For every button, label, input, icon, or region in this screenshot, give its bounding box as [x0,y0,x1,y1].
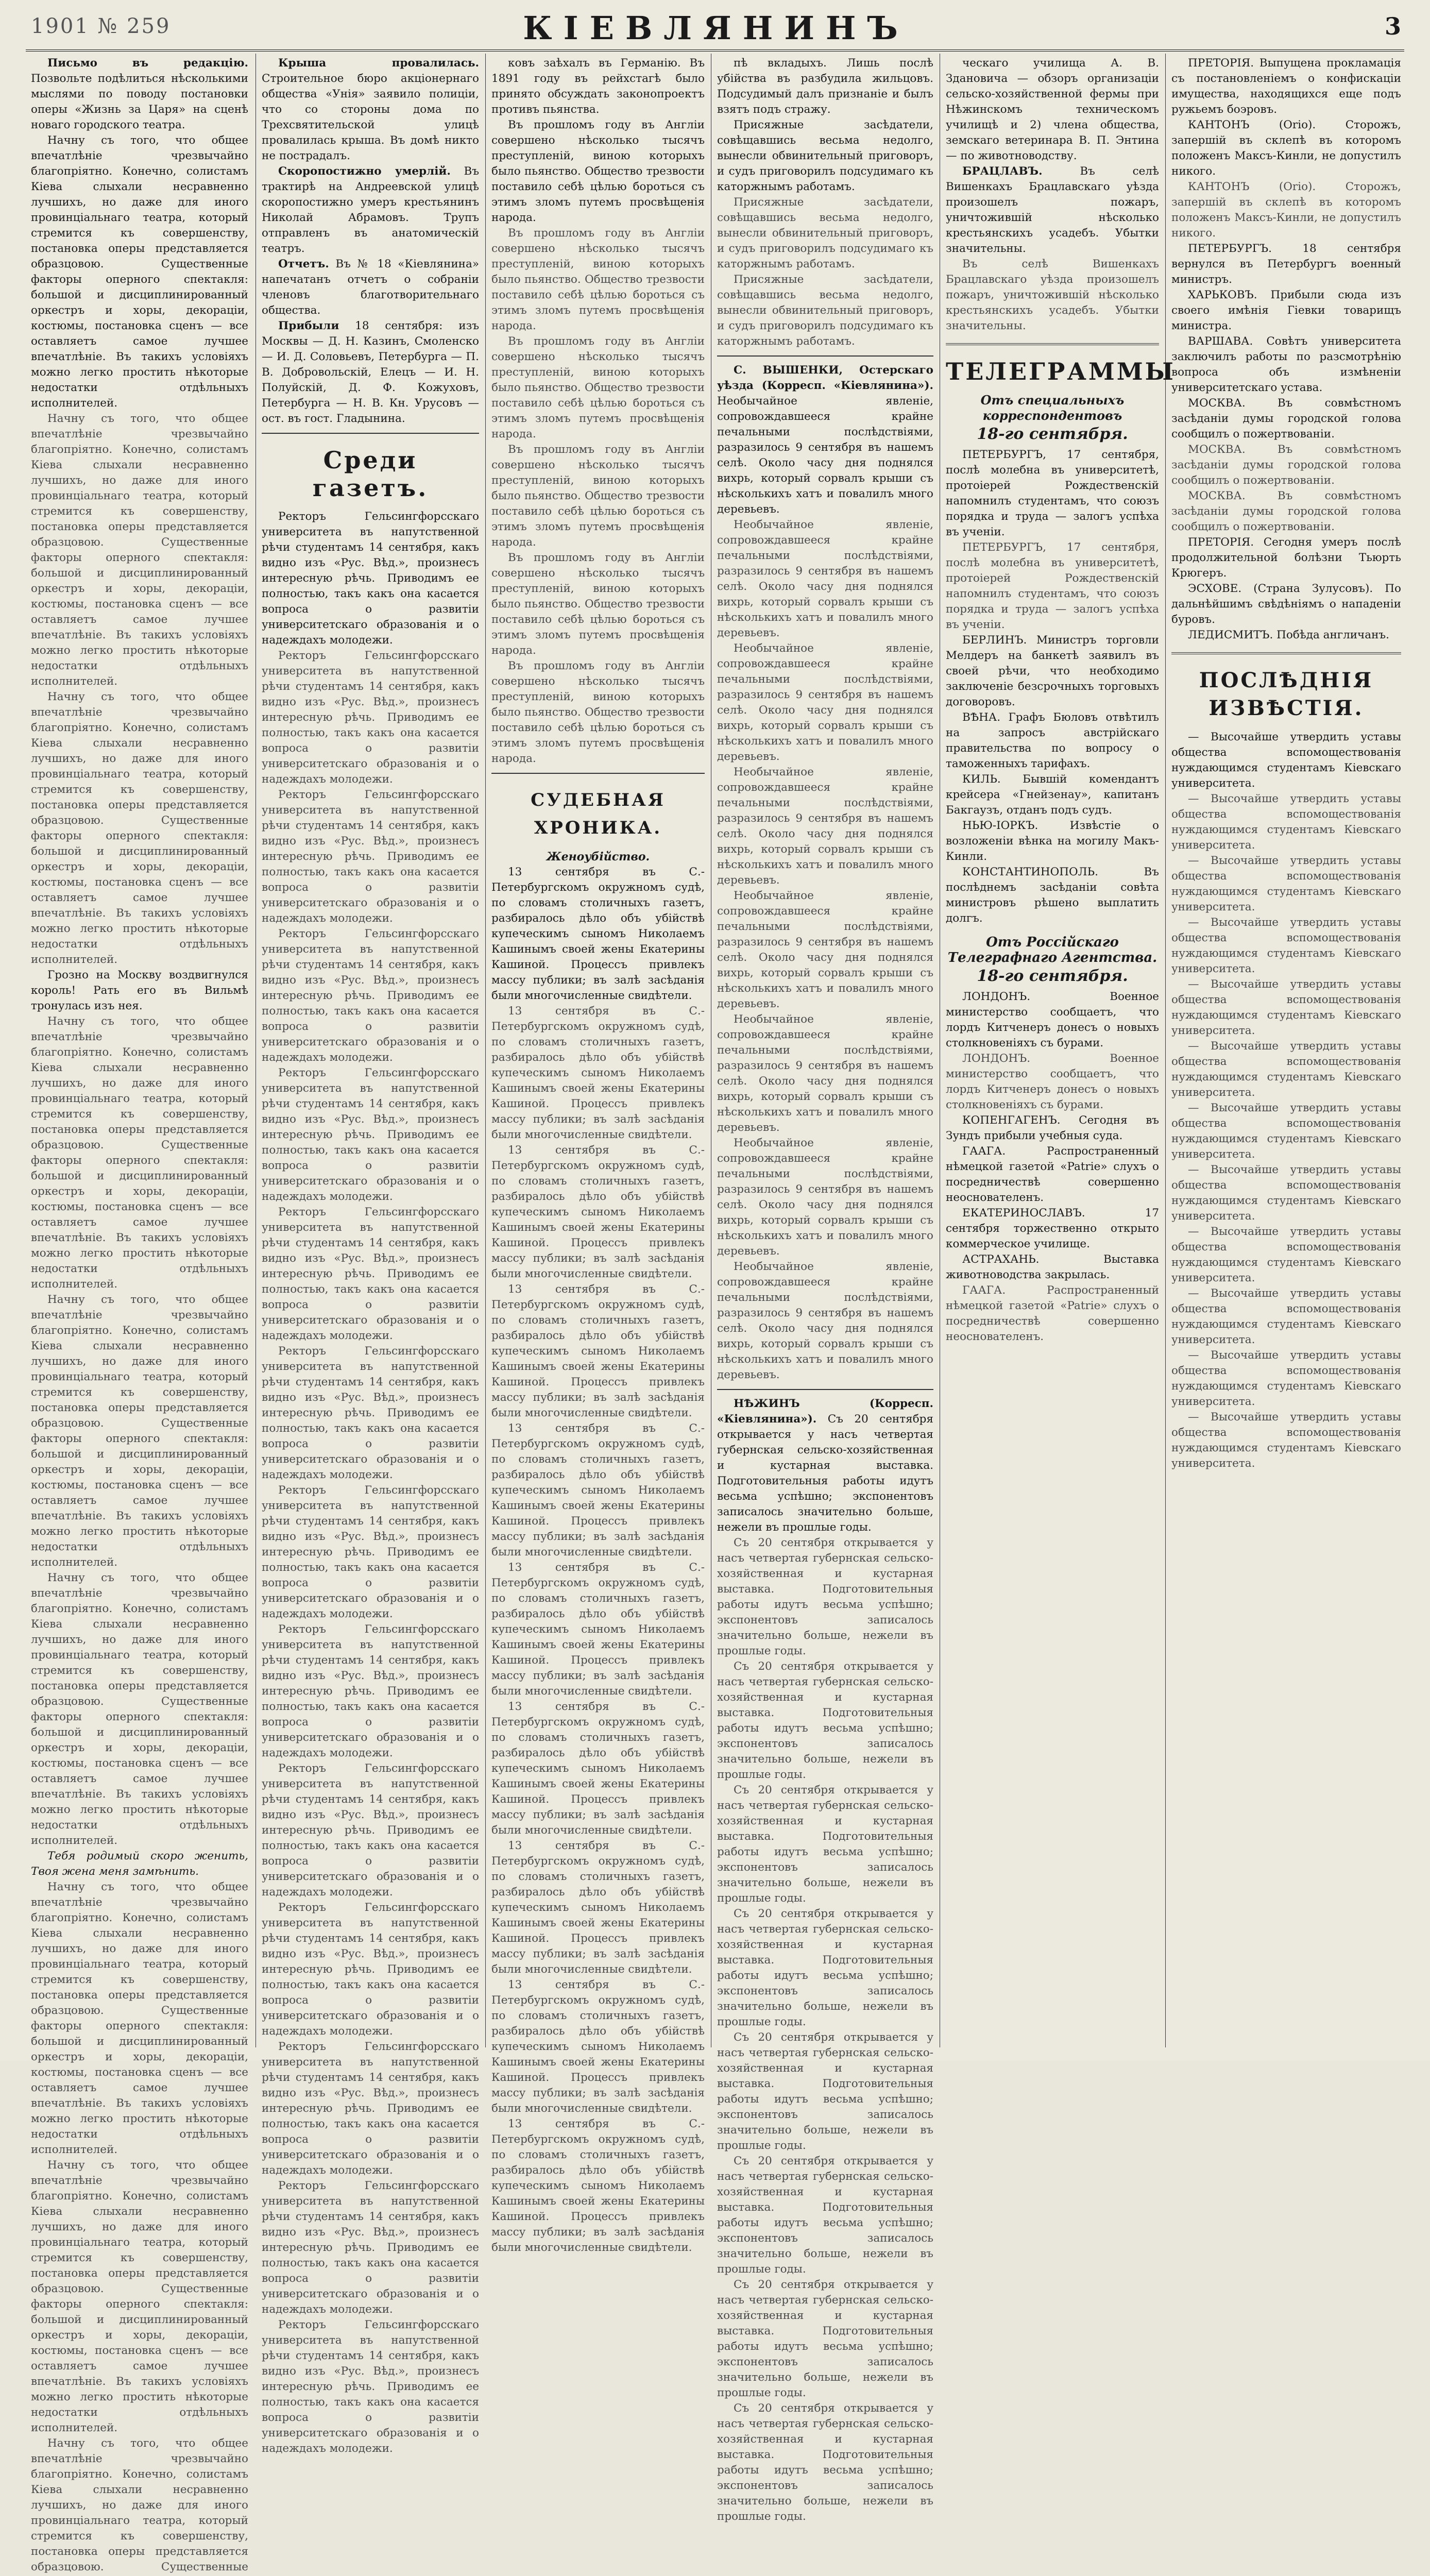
correspondence-text: Съ 20 сентября открывается у насъ четвертая губернская сельско-хозяйственная и кустарная выставка. Подготовительныя работы идутъ весьма успѣшно; экспонентовъ записалось значительно больше, нежели въ прошлые годы. [717,1413,933,1534]
telegram: КОНСТАНТИНОПОЛЬ. Въ послѣднемъ засѣданіи совѣта министровъ рѣшено выплатить долгъ. [946,866,1159,925]
telegram: КИЛЬ. Бывшій комендантъ крейсера «Гнейзенау», капитанъ Бакгаузъ, отданъ подъ судъ. [946,773,1159,817]
article-body: Начну съ того, что общее впечатлѣніе чрезвычайно благопріятно. Конечно, солистамъ Кіева слыхали несравненно лучшихъ, но даже для иного провинціальнаго театра, который стремится къ совершенству, постановка оперы представляется образцовою. Существенные факторы оперного спектакля: большой и дисциплинированный оркестръ и хоры, декораціи, костюмы, постановка сценъ — все оставляетъ самое лучшее впечатлѣніе. Въ такихъ условіяхъ можно легко простить нѣкоторые недостатки отдѣльныхъ исполнителей. [31,2159,248,2434]
correspondence: Необычайное явленіе, сопровождавшееся крайне печальными послѣдствіями, разразилось 9 сентября въ нашемъ селѣ. Около часу дня поднялся вихрь, который сорвалъ крыши съ нѣсколькихъ хатъ и повалилъ много деревьевъ. [717,642,933,763]
article-body: Ректоръ Гельсингфорсскаго университета въ напутственной рѣчи студентамъ 14 сентября, какъ видно изъ «Рус. Вѣд.», произнесъ интересную рѣчь. Приводимъ ее полностью, такъ какъ она касается вопроса о развитіи университетскаго образованія и о надеждахъ молодежи. [262,2318,479,2455]
telegram: ГААГА. Распространенный нѣмецкой газетой «Patrie» слухъ о посредничествѣ совершенно неоснователенъ. [946,1145,1159,1204]
correspondence-title: БРАЦЛАВЪ. [962,165,1043,178]
column-divider [1165,54,1166,2047]
correspondence: Съ 20 сентября открывается у насъ четвертая губернская сельско-хозяйственная и кустарная выставка. Подготовительныя работы идутъ весьма успѣшно; экспонентовъ записалось значительно больше, нежели въ прошлые годы. [717,2031,933,2152]
court-report: 13 сентября въ С.-Петербургскомъ окружномъ судѣ, по словамъ столичныхъ газетъ, разбиралось дѣло объ убійствѣ купеческимъ сыномъ Николаемъ Кашинымъ своей жены Екатерины Кашиной. Процессъ привлекъ массу публики; въ залѣ засѣданія были многочисленные свидѣтели. [491,1839,705,1976]
section-heading: СУДЕБНАЯ ХРОНИКА. [531,790,666,838]
column-3 [491,56,705,2254]
article-body: Ректоръ Гельсингфорсскаго университета въ напутственной рѣчи студентамъ 14 сентября, какъ видно изъ «Рус. Вѣд.», произнесъ интересную рѣчь. Приводимъ ее полностью, такъ какъ она касается вопроса о развитіи университетскаго образованія и о надеждахъ молодежи. [262,1484,479,1620]
news-brief [262,318,479,427]
telegram: КАНТОНЪ (Оrio). Сторожъ, запершій въ склепѣ въ которомъ положенъ Максъ-Кинли, не допустилъ никого. [1171,118,1401,178]
court-report: 13 сентября въ С.-Петербургскомъ окружномъ судѣ, по словамъ столичныхъ газетъ, разбиралось дѣло объ убійствѣ купеческимъ сыномъ Николаемъ Кашинымъ своей жены Екатерины Кашиной. Процессъ привлекъ массу публики; въ залѣ засѣданія были многочисленные свидѣтели. [491,1005,705,1141]
article-body: Начну съ того, что общее впечатлѣніе чрезвычайно благопріятно. Конечно, солистамъ Кіева слыхали несравненно лучшихъ, но даже для иного провинціальнаго театра, который стремится къ совершенству, постановка оперы представляется образцовою. Существенные факторы оперного спектакля: большой и дисциплинированный оркестръ и хоры, декораціи, костюмы, постановка сценъ — все оставляетъ самое лучшее впечатлѣніе. Въ такихъ условіяхъ можно легко простить нѣкоторые недостатки отдѣльныхъ исполнителей. [31,1880,248,2156]
article-body: Ректоръ Гельсингфорсскаго университета въ напутственной рѣчи студентамъ 14 сентября, какъ видно изъ «Рус. Вѣд.», произнесъ интересную рѣчь. Приводимъ ее полностью, такъ какъ она касается вопроса о развитіи университетскаго образованія и о надеждахъ молодежи. [262,2179,479,2316]
article-body: Ректоръ Гельсингфорсскаго университета въ напутственной рѣчи студентамъ 14 сентября, какъ видно изъ «Рус. Вѣд.», произнесъ интересную рѣчь. Приводимъ ее полностью, такъ какъ она касается вопроса о развитіи университетскаго образованія и о надеждахъ молодежи. [262,1623,479,1759]
brief-title: Скоропостижно умерлій. [278,165,451,178]
quote: Грозно на Москву воздвигнулся король! Рать его въ Вильмѣ тронулась изъ нея. [31,969,248,1012]
telegram: МОСКВА. Въ совмѣстномъ засѣданіи думы городской голова сообщилъ о пожертвованіи. [1171,397,1401,440]
court-report: 13 сентября въ С.-Петербургскомъ окружномъ судѣ, по словамъ столичныхъ газетъ, разбиралось дѣло объ убійствѣ купеческимъ сыномъ Николаемъ Кашинымъ своей жены Екатерины Кашиной. Процессъ привлекъ массу публики; въ залѣ засѣданія были многочисленные свидѣтели. [491,1700,705,1837]
article-body: Въ прошломъ году въ Англіи совершено нѣсколько тысячъ преступленій, виною которыхъ было пьянство. Общество трезвости поставило себѣ цѣлью бороться съ этимъ зломъ путемъ просвѣщенія народа. [491,118,705,224]
article-body: Ректоръ Гельсингфорсскаго университета въ напутственной рѣчи студентамъ 14 сентября, какъ видно изъ «Рус. Вѣд.», произнесъ интересную рѣчь. Приводимъ ее полностью, такъ какъ она касается вопроса о развитіи университетскаго образованія и о надеждахъ молодежи. [262,1345,479,1481]
court-report: 13 сентября въ С.-Петербургскомъ окружномъ судѣ, по словамъ столичныхъ газетъ, разбиралось дѣло объ убійствѣ купеческимъ сыномъ Николаемъ Кашинымъ своей жены Екатерины Кашиной. Процессъ привлекъ массу публики; въ залѣ засѣданія были многочисленные свидѣтели. [491,1561,705,1698]
correspondence: Необычайное явленіе, сопровождавшееся крайне печальными послѣдствіями, разразилось 9 сентября въ нашемъ селѣ. Около часу дня поднялся вихрь, который сорвалъ крыши съ нѣсколькихъ хатъ и повалилъ много деревьевъ. [717,518,933,639]
brief-title: Прибыли [278,319,339,332]
masthead-rule [26,49,1404,52]
article-body: Присяжные засѣдатели, совѣщавшись весьма недолго, вынесли обвинительный приговоръ, и судъ приговорилъ подсудимаго къ каторжнымъ работамъ. [717,273,933,348]
section-rule [946,343,1159,345]
correspondence-text: Необычайное явленіе, сопровождавшееся крайне печальными послѣдствіями, разразилось 9 сентября въ нашемъ селѣ. Около часу дня поднялся вихрь, который сорвалъ крыши съ нѣсколькихъ хатъ и повалилъ много деревьевъ. [717,395,933,516]
correspondence: Съ 20 сентября открывается у насъ четвертая губернская сельско-хозяйственная и кустарная выставка. Подготовительныя работы идутъ весьма успѣшно; экспонентовъ записалось значительно больше, нежели въ прошлые годы. [717,2402,933,2523]
news-item: — Высочайше утвердить уставы общества вспомоществованія нуждающимся студентамъ Кіевскаго университета. [1171,854,1401,913]
article-body: Ректоръ Гельсингфорсскаго университета въ напутственной рѣчи студентамъ 14 сентября, какъ видно изъ «Рус. Вѣд.», произнесъ интересную рѣчь. Приводимъ ее полностью, такъ какъ она касается вопроса о развитіи университетскаго образованія и о надеждахъ молодежи. [262,1762,479,1899]
correspondence: Необычайное явленіе, сопровождавшееся крайне печальными послѣдствіями, разразилось 9 сентября въ нашемъ селѣ. Около часу дня поднялся вихрь, который сорвалъ крыши съ нѣсколькихъ хатъ и повалилъ много деревьевъ. [717,1137,933,1258]
article-body: Ректоръ Гельсингфорсскаго университета въ напутственной рѣчи студентамъ 14 сентября, какъ видно изъ «Рус. Вѣд.», произнесъ интересную рѣчь. Приводимъ ее полностью, такъ какъ она касается вопроса о развитіи университетскаго образованія и о надеждахъ молодежи. [262,649,479,786]
column-4 [717,56,933,2523]
article-body: Начну съ того, что общее впечатлѣніе чрезвычайно благопріятно. Конечно, солистамъ Кіева слыхали несравненно лучшихъ, но даже для иного провинціальнаго театра, который стремится къ совершенству, постановка оперы представляется образцовою. Существенные факторы оперного спектакля: большой и дисциплинированный оркестръ и хоры, декораціи, костюмы, постановка сценъ — все оставляетъ самое лучшее впечатлѣніе. Въ такихъ условіяхъ можно легко простить нѣкоторые недостатки отдѣльныхъ исполнителей. [31,1015,248,1291]
article-body: Начну съ того, что общее впечатлѣніе чрезвычайно благопріятно. Конечно, солистамъ Кіева слыхали несравненно лучшихъ, но даже для иного провинціальнаго театра, который стремится къ совершенству, постановка оперы представляется образцовою. Существенные факторы оперного спектакля: большой и дисциплинированный оркестръ и хоры, декораціи, костюмы, постановка сценъ — все оставляетъ самое лучшее впечатлѣніе. Въ такихъ условіяхъ можно легко простить нѣкоторые недостатки отдѣльныхъ исполнителей. [31,1293,248,1569]
section-subheading: Женоубійство. [546,850,650,863]
telegram: ВАРШАВА. Совѣтъ университета заключилъ работы по разсмотрѣнію вопроса объ измѣненіи университетскаго устава. [1171,335,1401,394]
correspondence: Съ 20 сентября открывается у насъ четвертая губернская сельско-хозяйственная и кустарная выставка. Подготовительныя работы идутъ весьма успѣшно; экспонентовъ записалось значительно больше, нежели въ прошлые годы. [717,1784,933,1905]
article-body: Ректоръ Гельсингфорсскаго университета въ напутственной рѣчи студентамъ 14 сентября, какъ видно изъ «Рус. Вѣд.», произнесъ интересную рѣчь. Приводимъ ее полностью, такъ какъ она касается вопроса о развитіи университетскаго образованія и о надеждахъ молодежи. [262,1206,479,1342]
section-rule [717,1389,933,1390]
article-body: Начну съ того, что общее впечатлѣніе чрезвычайно благопріятно. Конечно, солистамъ Кіева слыхали несравненно лучшихъ, но даже для иного провинціальнаго театра, который стремится къ совершенству, постановка оперы представляется образцовою. Существенные факторы оперного спектакля: большой и дисциплинированный оркестръ и хоры, декораціи, костюмы, постановка сценъ — все оставляетъ самое лучшее впечатлѣніе. Въ такихъ условіяхъ можно легко простить нѣкоторые недостатки отдѣльныхъ исполнителей. [31,690,248,966]
telegrams-subheading: Отъ специальныхъ корреспондентовъ [980,393,1125,423]
news-item: — Высочайше утвердить уставы общества вспомоществованія нуждающимся студентамъ Кіевскаго университета. [1171,1101,1401,1161]
article-body: Начну съ того, что общее впечатлѣніе чрезвычайно благопріятно. Конечно, солистамъ Кіева слыхали несравненно лучшихъ, но даже для иного провинціальнаго театра, который стремится къ совершенству, постановка оперы представляется образцовою. Существенные факторы оперного спектакля: большой и дисциплинированный оркестръ и хоры, декораціи, костюмы, постановка сценъ — все оставляетъ самое лучшее впечатлѣніе. Въ такихъ условіяхъ можно легко простить нѣкоторые недостатки отдѣльныхъ исполнителей. [31,134,248,410]
correspondence: Необычайное явленіе, сопровождавшееся крайне печальными послѣдствіями, разразилось 9 сентября въ нашемъ селѣ. Около часу дня поднялся вихрь, который сорвалъ крыши съ нѣсколькихъ хатъ и повалилъ много деревьевъ. [717,889,933,1010]
article-body: Ректоръ Гельсингфорсскаго университета въ напутственной рѣчи студентамъ 14 сентября, какъ видно изъ «Рус. Вѣд.», произнесъ интересную рѣчь. Приводимъ ее полностью, такъ какъ она касается вопроса о развитіи университетскаго образованія и о надеждахъ молодежи. [262,788,479,925]
correspondence: Необычайное явленіе, сопровождавшееся крайне печальными послѣдствіями, разразилось 9 сентября въ нашемъ селѣ. Около часу дня поднялся вихрь, который сорвалъ крыши съ нѣсколькихъ хатъ и повалилъ много деревьевъ. [717,766,933,887]
correspondence: Въ селѣ Вишенкахъ Брацлавскаго уѣзда произошелъ пожаръ, уничтожившій нѣсколько крестьянскихъ усадебъ. Убытки значительны. [946,258,1159,332]
telegrams-heading: ТЕЛЕГРАММЫ [946,358,1176,385]
telegram: ПРЕТОРІЯ. Выпущена прокламація съ постановленіемъ о конфискаціи имущества, находящихся еще подъ ружьемъ боэровъ. [1171,57,1401,116]
brief-title: Отчетъ. [278,258,329,270]
section-rule [717,355,933,357]
correspondence: Съ 20 сентября открывается у насъ четвертая губернская сельско-хозяйственная и кустарная выставка. Подготовительныя работы идутъ весьма успѣшно; экспонентовъ записалось значительно больше, нежели въ прошлые годы. [717,1907,933,2028]
telegram: МОСКВА. Въ совмѣстномъ засѣданіи думы городской голова сообщилъ о пожертвованіи. [1171,443,1401,487]
brief-text: Строительное бюро акціонернаго общества «Унія» заявило полиціи, что со стороны дома по Трехсвятительской улицѣ провалилась крыша. Въ домѣ никто не пострадалъ. [262,72,479,162]
letter-to-editor [31,56,248,133]
telegram: ПРЕТОРІЯ. Сегодня умеръ послѣ продолжительной болѣзни Тьюрть Крюгеръ. [1171,536,1401,580]
newspaper-title: КІЕВЛЯНИНЪ [523,9,909,47]
news-brief [262,56,479,164]
telegram: ХАРЬКОВЪ. Прибыли сюда изъ своего имѣнія Гіевки товарищъ министра. [1171,289,1401,332]
news-item: — Высочайше утвердить уставы общества вспомоществованія нуждающимся студентамъ Кіевскаго университета. [1171,978,1401,1037]
article-body: ковъ заѣхалъ въ Германію. Въ 1891 году въ рейхстагѣ было принято обсуждать законопроектъ противъ пьянства. [491,57,705,116]
article-body: Присяжные засѣдатели, совѣщавшись весьма недолго, вынесли обвинительный приговоръ, и судъ приговорилъ подсудимаго къ каторжнымъ работамъ. [717,118,933,193]
court-report: 13 сентября въ С.-Петербургскомъ окружномъ судѣ, по словамъ столичныхъ газетъ, разбиралось дѣло объ убійствѣ купеческимъ сыномъ Николаемъ Кашинымъ своей жены Екатерины Кашиной. Процессъ привлекъ массу публики; въ залѣ засѣданія были многочисленные свидѣтели. [491,1978,705,2115]
telegram: ЛОНДОНЪ. Военное министерство сообщаетъ, что лордъ Китченеръ донесъ о новыхъ столкновеніяхъ съ бурами. [946,1052,1159,1111]
correspondence: Необычайное явленіе, сопровождавшееся крайне печальными послѣдствіями, разразилось 9 сентября въ нашемъ селѣ. Около часу дня поднялся вихрь, который сорвалъ крыши съ нѣсколькихъ хатъ и повалилъ много деревьевъ. [717,1260,933,1381]
news-item: — Высочайше утвердить уставы общества вспомоществованія нуждающимся студентамъ Кіевскаго университета. [1171,916,1401,975]
issue-number: 1901 № 259 [31,14,171,38]
article-body: Ректоръ Гельсингфорсскаго университета въ напутственной рѣчи студентамъ 14 сентября, какъ видно изъ «Рус. Вѣд.», произнесъ интересную рѣчь. Приводимъ ее полностью, такъ какъ она касается вопроса о развитіи университетскаго образованія и о надеждахъ молодежи. [262,927,479,1064]
article-title: Письмо въ редакцію. [47,57,248,70]
section-rule [1171,652,1401,654]
news-item: — Высочайше утвердить уставы общества вспомоществованія нуждающимся студентамъ Кіевскаго университета. [1171,792,1401,852]
news-item: — Высочайше утвердить уставы общества вспомоществованія нуждающимся студентамъ Кіевскаго университета. [1171,1163,1401,1223]
correspondence: Съ 20 сентября открывается у насъ четвертая губернская сельско-хозяйственная и кустарная выставка. Подготовительныя работы идутъ весьма успѣшно; экспонентовъ записалось значительно больше, нежели въ прошлые годы. [717,2155,933,2276]
page-number: 3 [1384,12,1401,40]
article-body: Ректоръ Гельсингфорсскаго университета въ напутственной рѣчи студентамъ 14 сентября, какъ видно изъ «Рус. Вѣд.», произнесъ интересную рѣчь. Приводимъ ее полностью, такъ какъ она касается вопроса о развитіи университетскаго образованія и о надеждахъ молодежи. [262,1066,479,1203]
article-body: Ректоръ Гельсингфорсскаго университета въ напутственной рѣчи студентамъ 14 сентября, какъ видно изъ «Рус. Вѣд.», произнесъ интересную рѣчь. Приводимъ ее полностью, такъ какъ она касается вопроса о развитіи университетскаго образованія и о надеждахъ молодежи. [262,1901,479,2038]
correspondence-text: Въ селѣ Вишенкахъ Брацлавскаго уѣзда произошелъ пожаръ, уничтожившій нѣсколько крестьянскихъ усадебъ. Убытки значительны. [946,165,1159,255]
correspondence: Необычайное явленіе, сопровождавшееся крайне печальными послѣдствіями, разразилось 9 сентября въ нашемъ селѣ. Около часу дня поднялся вихрь, который сорвалъ крыши съ нѣсколькихъ хатъ и повалилъ много деревьевъ. [717,1013,933,1134]
telegram: ПЕТЕРБУРГЪ. 18 сентября вернулся въ Петербургъ военный министръ. [1171,242,1401,286]
quote: Тебя родимый скоро женить, Твоя жена меня замѣнить. [31,1850,248,1878]
section-rule [491,773,705,774]
correspondence: Съ 20 сентября открывается у насъ четвертая губернская сельско-хозяйственная и кустарная выставка. Подготовительныя работы идутъ весьма успѣшно; экспонентовъ записалось значительно больше, нежели въ прошлые годы. [717,1660,933,1781]
news-item: — Высочайше утвердить уставы общества вспомоществованія нуждающимся студентамъ Кіевскаго университета. [1171,731,1401,790]
section-rule [262,433,479,434]
telegram: НЬЮ-ІОРКЪ. Извѣстіе о возложеніи вѣнка на могилу Макъ-Кинли. [946,819,1159,863]
telegram: ЛЕДИСМИТЪ. Побѣда англичанъ. [1188,629,1389,641]
news-item: — Высочайше утвердить уставы общества вспомоществованія нуждающимся студентамъ Кіевскаго университета. [1171,1040,1401,1099]
telegram: БЕРЛИНЪ. Министръ торговли Мелдеръ на банкетѣ заявилъ въ своей рѣчи, что необходимо заключеніе безсрочныхъ торговыхъ договоровъ. [946,634,1159,708]
article-body: пѣ вкладыхъ. Лишь послѣ убійства въ разбудила жильцовъ. Подсудимый далъ признаніе и былъ взятъ подъ стражу. [717,57,933,116]
agency-date: 18-го сентября. [977,967,1128,985]
article-intro: Позвольте подѣлиться нѣсколькими мыслями по поводу постановки оперы «Жизнь за Царя» на сценѣ новаго городского театра. [31,72,248,131]
correspondence: Съ 20 сентября открывается у насъ четвертая губернская сельско-хозяйственная и кустарная выставка. Подготовительныя работы идутъ весьма успѣшно; экспонентовъ записалось значительно больше, нежели въ прошлые годы. [717,1536,933,1657]
news-item: — Высочайше утвердить уставы общества вспомоществованія нуждающимся студентамъ Кіевскаго университета. [1171,1411,1401,1470]
news-item: — Высочайше утвердить уставы общества вспомоществованія нуждающимся студентамъ Кіевскаго университета. [1171,1349,1401,1408]
telegrams-date: 18-го сентября. [977,425,1128,443]
article-body: Начну съ того, что общее впечатлѣніе чрезвычайно благопріятно. Конечно, солистамъ Кіева слыхали несравненно лучшихъ, но даже для иного провинціальнаго театра, который стремится къ совершенству, постановка оперы представляется образцовою. Существенные факторы оперного спектакля: большой и дисциплинированный оркестръ и хоры, декораціи, костюмы, постановка сценъ — все оставляетъ самое лучшее впечатлѣніе. Въ такихъ условіяхъ можно легко простить нѣкоторые недостатки отдѣльныхъ исполнителей. [31,1571,248,1847]
telegram: ВѢНА. Графъ Бюловъ отвѣтилъ на запросъ австрійскаго правительства по вопросу о таможенныхъ тарифахъ. [946,711,1159,770]
column-1 [31,56,248,2573]
column-2 [262,56,480,2455]
telegram: ЭСХОВЕ. (Страна Зулусовъ). По дальнѣйшимъ свѣдѣніямъ о нападеніи буровъ. [1171,582,1401,626]
correspondence [717,363,933,517]
telegram: ПЕТЕРБУРГЪ, 17 сентября, послѣ молебна въ университетѣ, протоіерей Рождественскій напомнилъ студентамъ, что союзъ порядка и труда — залогъ успѣха въ ученіи. [946,448,1159,538]
brief-text: 18 сентября: изъ Москвы — Д. Н. Казинъ, Смоленско — И. Д. Соловьевъ, Петербурга — П. В. Добровольскій, Елецъ — И. Н. Полуйскій, Д. Ф. Кожуховъ, Петербурга — Н. В. Кн. Урусовъ — ост. въ гост. Гладынина. [262,319,480,425]
brief-text: Въ трактирѣ на Андреевской улицѣ скоропостижно умеръ крестьянинъ Николай Абрамовъ. Трупъ отправленъ въ анатомическій театръ. [262,165,479,255]
telegram: ПЕТЕРБУРГЪ, 17 сентября, послѣ молебна въ университетѣ, протоіерей Рождественскій напомнилъ студентамъ, что союзъ порядка и труда — залогъ успѣха въ ученіи. [946,541,1159,631]
column-divider [485,54,486,2047]
correspondence [717,1396,933,1535]
correspondence-title: С. ВЫШЕНКИ, Остерскаго уѣзда (Корресп. «Кіевлянина»). [717,364,933,392]
telegram: ЛОНДОНЪ. Военное министерство сообщаетъ, что лордъ Китченеръ донесъ о новыхъ столкновеніяхъ съ бурами. [946,990,1159,1049]
brief-text: Въ № 18 «Кіевлянина» напечатанъ отчетъ о собраніи членовъ благотворительнаго общества. [262,258,479,317]
court-report: 13 сентября въ С.-Петербургскомъ окружномъ судѣ, по словамъ столичныхъ газетъ, разбиралось дѣло объ убійствѣ купеческимъ сыномъ Николаемъ Кашинымъ своей жены Екатерины Кашиной. Процессъ привлекъ массу публики; въ залѣ засѣданія были многочисленные свидѣтели. [491,1422,705,1558]
article-body: Въ прошломъ году въ Англіи совершено нѣсколько тысячъ преступленій, виною которыхъ было пьянство. Общество трезвости поставило себѣ цѣлью бороться съ этимъ зломъ путемъ просвѣщенія народа. [491,227,705,332]
court-report: 13 сентября въ С.-Петербургскомъ окружномъ судѣ, по словамъ столичныхъ газетъ, разбиралось дѣло объ убійствѣ купеческимъ сыномъ Николаемъ Кашинымъ своей жены Екатерины Кашиной. Процессъ привлекъ массу публики; въ залѣ засѣданія были многочисленные свидѣтели. [491,866,705,1002]
brief-title: Крыша провалилась. [278,57,479,70]
column-5 [946,56,1176,2044]
article-body: Въ прошломъ году въ Англіи совершено нѣсколько тысячъ преступленій, виною которыхъ было пьянство. Общество трезвости поставило себѣ цѣлью бороться съ этимъ зломъ путемъ просвѣщенія народа. [491,335,705,440]
article-body: Присяжные засѣдатели, совѣщавшись весьма недолго, вынесли обвинительный приговоръ, и судъ приговорилъ подсудимаго къ каторжнымъ работамъ. [717,196,933,270]
telegram: АСТРАХАНЬ. Выставка животноводства закрылась. [946,1253,1159,1281]
article-body: Начну съ того, что общее впечатлѣніе чрезвычайно благопріятно. Конечно, солистамъ Кіева слыхали несравненно лучшихъ, но даже для иного провинціальнаго театра, который стремится къ совершенству, постановка оперы представляется образцовою. Существенные [31,2437,248,2573]
court-report: 13 сентября въ С.-Петербургскомъ окружномъ судѣ, по словамъ столичныхъ газетъ, разбиралось дѣло объ убійствѣ купеческимъ сыномъ Николаемъ Кашинымъ своей жены Екатерины Кашиной. Процессъ привлекъ массу публики; въ залѣ засѣданія были многочисленные свидѣтели. [491,2117,705,2254]
article-body: Въ прошломъ году въ Англіи совершено нѣсколько тысячъ преступленій, виною которыхъ было пьянство. Общество трезвости поставило себѣ цѣлью бороться съ этимъ зломъ путемъ просвѣщенія народа. [491,551,705,657]
telegram: ЕКАТЕРИНОСЛАВЪ. 17 сентября торжественно открыто коммерческое училище. [946,1207,1159,1250]
court-report: 13 сентября въ С.-Петербургскомъ окружномъ судѣ, по словамъ столичныхъ газетъ, разбиралось дѣло объ убійствѣ купеческимъ сыномъ Николаемъ Кашинымъ своей жены Екатерины Кашиной. Процессъ привлекъ массу публики; въ залѣ засѣданія были многочисленные свидѣтели. [491,1144,705,1280]
news-item: — Высочайше утвердить уставы общества вспомоществованія нуждающимся студентамъ Кіевскаго университета. [1171,1287,1401,1346]
court-report: 13 сентября въ С.-Петербургскомъ окружномъ судѣ, по словамъ столичныхъ газетъ, разбиралось дѣло объ убійствѣ купеческимъ сыномъ Николаемъ Кашинымъ своей жены Екатерины Кашиной. Процессъ привлекъ массу публики; въ залѣ засѣданія были многочисленные свидѣтели. [491,1283,705,1419]
telegram: КАНТОНЪ (Оrio). Сторожъ, запершій въ склепѣ въ которомъ положенъ Максъ-Кинли, не допустилъ никого. [1171,180,1401,240]
article-body: Ректоръ Гельсингфорсскаго университета въ напутственной рѣчи студентамъ 14 сентября, какъ видно изъ «Рус. Вѣд.», произнесъ интересную рѣчь. Приводимъ ее полностью, такъ какъ она касается вопроса о развитіи университетскаго образованія и о надеждахъ молодежи. [262,2040,479,2177]
correspondence: Съ 20 сентября открывается у насъ четвертая губернская сельско-хозяйственная и кустарная выставка. Подготовительныя работы идутъ весьма успѣшно; экспонентовъ записалось значительно больше, нежели въ прошлые годы. [717,2278,933,2399]
article-body: Въ прошломъ году въ Англіи совершено нѣсколько тысячъ преступленій, виною которыхъ было пьянство. Общество трезвости поставило себѣ цѣлью бороться съ этимъ зломъ путемъ просвѣщенія народа. [491,443,705,549]
section-heading: Среди газетъ. [312,446,429,502]
masthead [31,9,1401,50]
news-brief [262,257,479,318]
correspondence-title: НѢЖИНЪ (Корресп. «Кіевлянина»). [717,1397,933,1426]
latest-news-heading: ПОСЛѢДНІЯ ИЗВѢСТІЯ. [1199,668,1374,720]
article-body: Начну съ того, что общее впечатлѣніе чрезвычайно благопріятно. Конечно, солистамъ Кіева слыхали несравненно лучшихъ, но даже для иного провинціальнаго театра, который стремится къ совершенству, постановка оперы представляется образцовою. Существенные факторы оперного спектакля: большой и дисциплинированный оркестръ и хоры, декораціи, костюмы, постановка сценъ — все оставляетъ самое лучшее впечатлѣніе. Въ такихъ условіяхъ можно легко простить нѣкоторые недостатки отдѣльныхъ исполнителей. [31,412,248,688]
correspondence [946,164,1159,257]
telegram: МОСКВА. Въ совмѣстномъ засѣданіи думы городской голова сообщилъ о пожертвованіи. [1171,489,1401,533]
article-body: Въ прошломъ году въ Англіи совершено нѣсколько тысячъ преступленій, виною которыхъ было пьянство. Общество трезвости поставило себѣ цѣлью бороться съ этимъ зломъ путемъ просвѣщенія народа. [491,659,705,765]
telegram: ГААГА. Распространенный нѣмецкой газетой «Patrie» слухъ о посредничествѣ совершенно неоснователенъ. [946,1284,1159,1343]
article-body: ческаго училища А. В. Здановича — обзоръ организаціи сельско-хозяйственной фермы при Нѣжинскомъ техническомъ училищѣ и 2) члена общества, земскаго ветеринара В. П. Энтина — по животноводству. [946,57,1159,162]
column-6 [1171,56,1401,2044]
news-brief [262,164,479,257]
agency-heading: Отъ Россійскаго Телеграфнаго Агентства. [947,935,1157,965]
news-item: — Высочайше утвердить уставы общества вспомоществованія нуждающимся студентамъ Кіевскаго университета. [1171,1225,1401,1284]
telegram: КОПЕНГАГЕНЪ. Сегодня въ Зундъ прибыли учебныя суда. [946,1114,1159,1142]
article-body: Ректоръ Гельсингфорсскаго университета въ напутственной рѣчи студентамъ 14 сентября, какъ видно изъ «Рус. Вѣд.», произнесъ интересную рѣчь. Приводимъ ее полностью, такъ какъ она касается вопроса о развитіи университетскаго образованія и о надеждахъ молодежи. [262,510,479,647]
